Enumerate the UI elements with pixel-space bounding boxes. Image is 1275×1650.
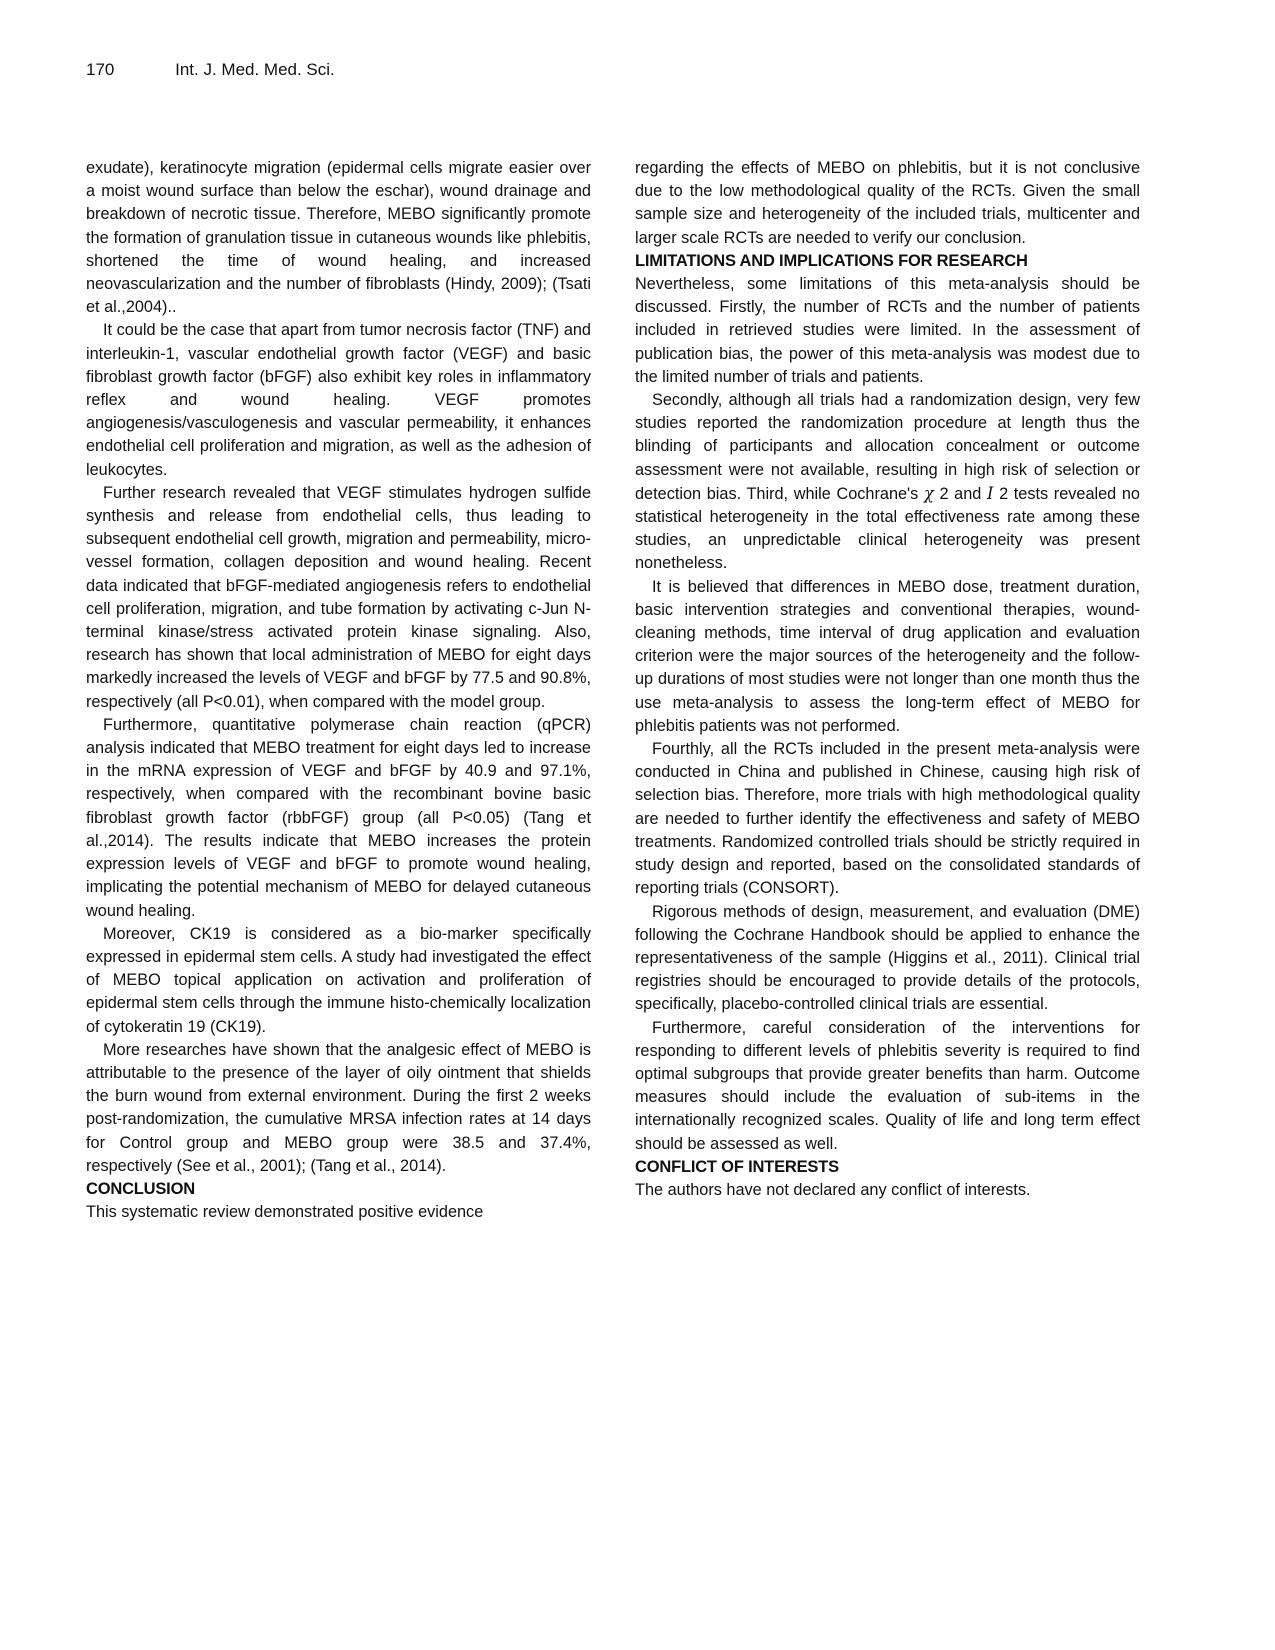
- body-paragraph: Furthermore, quantitative polymerase chain reaction (qPCR) analysis indicated that MEBO treatment for eight days led to increase in the mRNA expression of VEGF and bFGF by 40.9 and 97.1%, respectively, when compared with the recombinant bovine basic fibroblast growth factor (rbbFGF) group (all P<0.05) (Tang et al.,2014). The results indicate that MEBO increases the protein expression levels of VEGF and bFGF to promote wound healing, implicating the potential mechanism of MEBO for delayed cutaneous wound healing.: [86, 715, 591, 920]
- running-header: [86, 60, 335, 80]
- body-paragraph: Rigorous methods of design, measurement, and evaluation (DME) following the Cochrane Handbook should be applied to enhance the representativeness of the sample (Higgins et al., 2011). Clinical trial registries should be encouraged to provide details of the protocols, specifically, placebo-controlled clinical trials are essential.: [635, 902, 1140, 1014]
- text-run: Secondly, although all trials had a randomization design, very few studies reported the randomization procedure at length thus the blinding of participants and allocation concealment or outcome assessment were not available, resulting in high risk of selection or detection bias. Third, while Cochrane's: [635, 391, 1140, 503]
- body-paragraph: Nevertheless, some limitations of this meta-analysis should be discussed. Firstly, the number of RCTs and the number of patients included in retrieved studies were limited. In the assessment of publication bias, the power of this meta-analysis was modest due to the limited number of trials and patients.: [635, 275, 1140, 386]
- body-paragraph: Fourthly, all the RCTs included in the present meta-analysis were conducted in China and published in Chinese, causing high risk of selection bias. Therefore, more trials with high methodological quality are needed to further identify the effectiveness and safety of MEBO treatments. Randomized controlled trials should be strictly required in study design and reported, based on the consolidated standards of reporting trials (CONSORT).: [635, 740, 1140, 898]
- text-run: 2 tests revealed no statistical heterogeneity in the total effectiveness rate among these studies, an unpredictable clinical heterogeneity was present nonetheless.: [635, 484, 1140, 573]
- conflict-paragraph: The authors have not declared any conflict of interests.: [635, 1180, 1031, 1199]
- conclusion-paragraph: This systematic review demonstrated positive evidence: [86, 1203, 484, 1222]
- conclusion-heading: CONCLUSION: [86, 1179, 195, 1198]
- body-paragraph: Further research revealed that VEGF stimulates hydrogen sulfide synthesis and release from endothelial cells, thus leading to subsequent endothelial cell growth, migration and permeability, micro-vessel formation, collagen deposition and wound healing. Recent data indicated that bFGF-mediated angiogenesis refers to endothelial cell proliferation, migration, and tube formation by activating c-Jun N-terminal kinase/stress activated protein kinase signaling. Also, research has shown that local administration of MEBO for eight days markedly increased the levels of VEGF and bFGF by 77.5 and 90.8%, respectively (all P<0.01), when compared with the model group.: [86, 483, 591, 711]
- body-paragraph: Moreover, CK19 is considered as a bio-marker specifically expressed in epidermal stem cells. A study had investigated the effect of MEBO topical application on activation and proliferation of epidermal stem cells through the immune histo-chemically localization of cytokeratin 19 (CK19).: [86, 924, 591, 1036]
- body-paragraph: It is believed that differences in MEBO dose, treatment duration, basic intervention strategies and conventional therapies, wound-cleaning methods, time interval of drug application and evaluation criterion were the major sources of the heterogeneity and the follow-up durations of most studies were not longer than one month thus the use meta-analysis to assess the long-term effect of MEBO for phlebitis patients was not performed.: [635, 577, 1140, 735]
- chi-square-symbol: χ: [923, 483, 934, 503]
- left-column: [86, 157, 591, 1224]
- conclusion-continuation: regarding the effects of MEBO on phlebitis, but it is not conclusive due to the low methodological quality of the RCTs. Given the small sample size and heterogeneity of the included trials, multicenter and larger scale RCTs are needed to verify our conclusion.: [635, 159, 1140, 247]
- journal-title: Int. J. Med. Med. Sci.: [175, 60, 335, 79]
- body-paragraph: More researches have shown that the analgesic effect of MEBO is attributable to the presence of the layer of oily ointment that shields the burn wound from external environment. During the first 2 weeks post-randomization, the cumulative MRSA infection rates at 14 days for Control group and MEBO group were 38.5 and 37.4%, respectively (See et al., 2001); (Tang et al., 2014).: [86, 1040, 591, 1175]
- text-run: 2 and: [933, 484, 987, 503]
- body-paragraph: It could be the case that apart from tumor necrosis factor (TNF) and interleukin-1, vascular endothelial growth factor (VEGF) and basic fibroblast growth factor (bFGF) also exhibit key roles in inflammatory reflex and wound healing. VEGF promotes angiogenesis/vasculogenesis and vascular permeability, it enhances endothelial cell proliferation and migration, as well as the adhesion of leukocytes.: [86, 321, 591, 479]
- body-paragraph: [635, 389, 1140, 576]
- body-paragraph: Furthermore, careful consideration of the interventions for responding to different levels of phlebitis severity is required to find optimal subgroups that provide greater benefits than harm. Outcome measures should include the evaluation of sub-items in the internationally recognized scales. Quality of life and long term effect should be assessed as well.: [635, 1018, 1140, 1153]
- limitations-heading: LIMITATIONS AND IMPLICATIONS FOR RESEARCH: [635, 251, 1028, 270]
- conflict-heading: CONFLICT OF INTERESTS: [635, 1157, 839, 1176]
- i-square-symbol: I: [986, 483, 994, 503]
- page-number: 170: [86, 60, 115, 79]
- right-column: [635, 157, 1140, 1202]
- body-paragraph: exudate), keratinocyte migration (epidermal cells migrate easier over a moist wound surface than below the eschar), wound drainage and breakdown of necrotic tissue. Therefore, MEBO significantly promote the formation of granulation tissue in cutaneous wounds like phlebitis, shortened the time of wound healing, and increased neovascularization and the number of fibroblasts (Hindy, 2009); (Tsati et al.,2004)..: [86, 159, 591, 317]
